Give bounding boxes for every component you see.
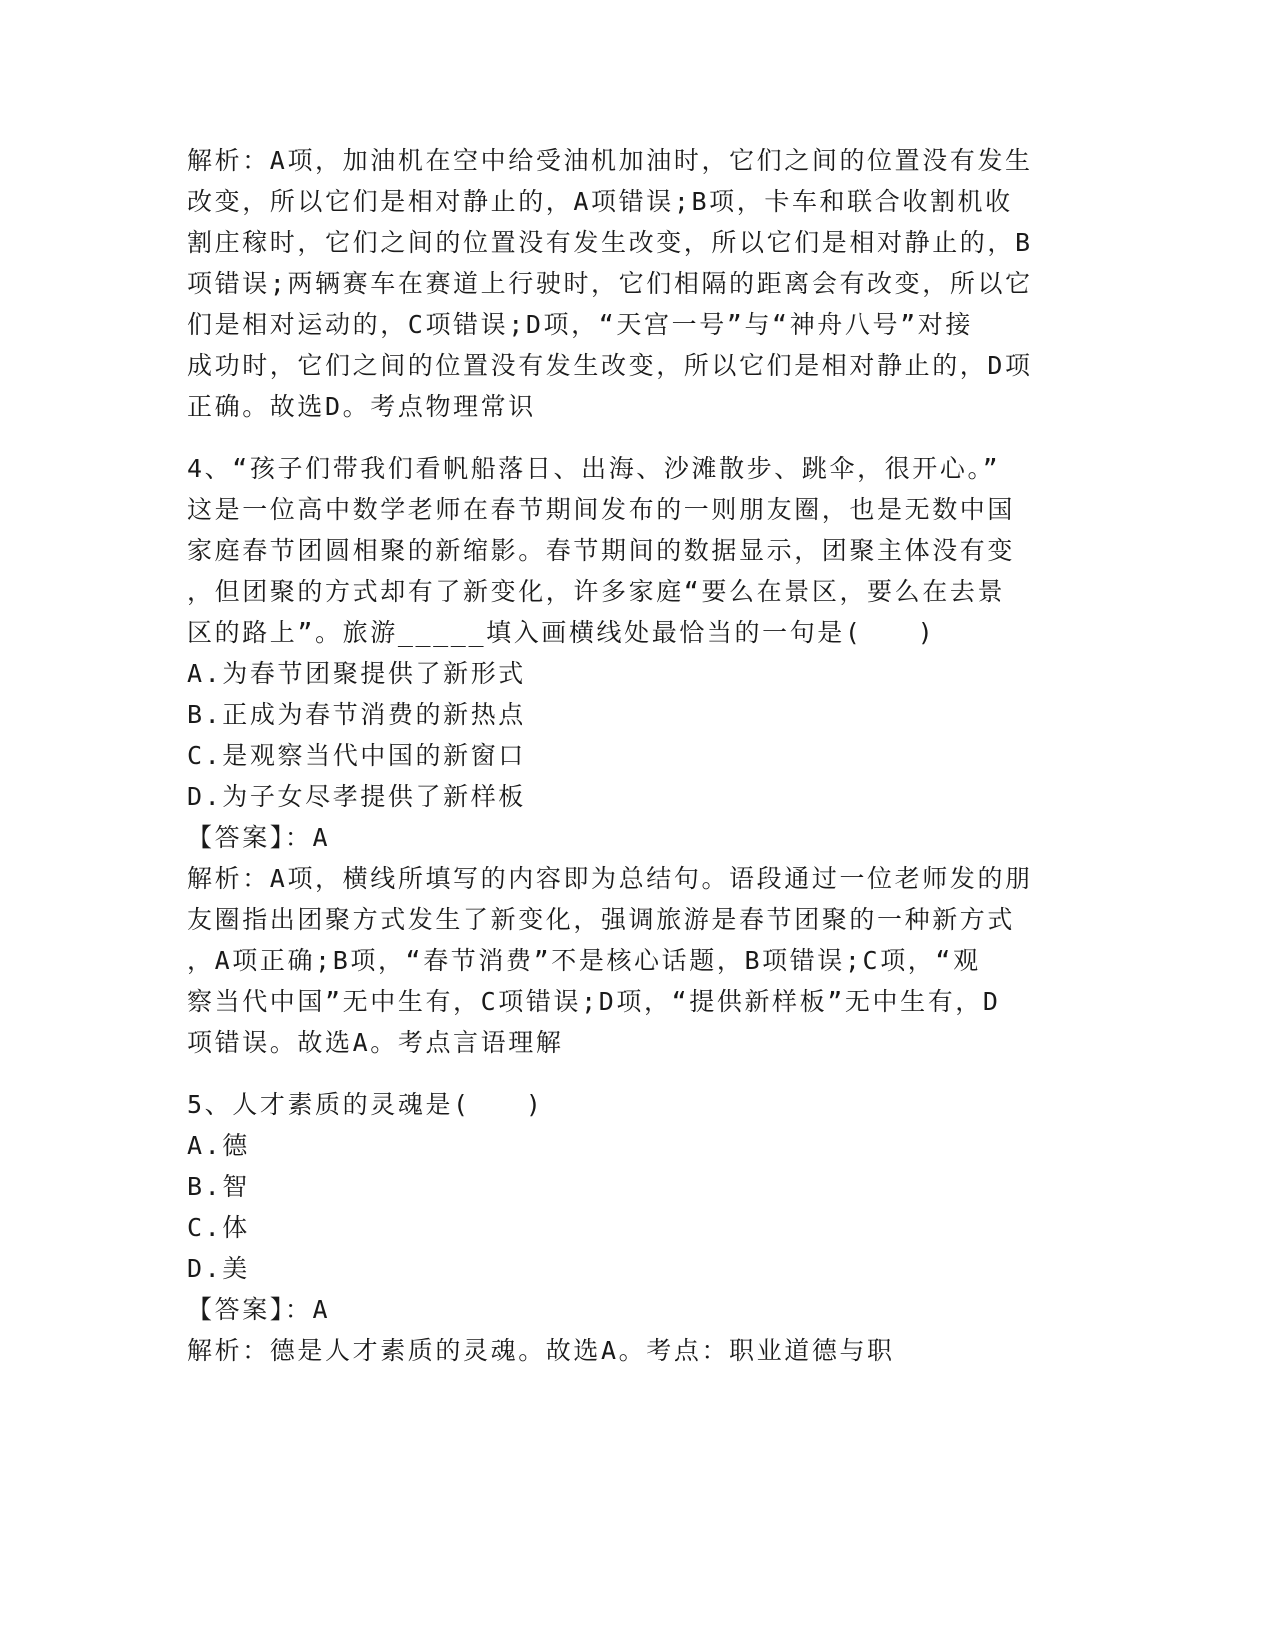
analysis-line: 解析：A项，横线所填写的内容即为总结句。语段通过一位老师发的朋 [187,864,1033,893]
answer-label: 【答案】：A [187,823,331,852]
question-stem-line: 区的路上”。旅游_____填入画横线处最恰当的一句是( ) [187,618,936,647]
analysis-line: 察当代中国”无中生有，C项错误;D项，“提供新样板”无中生有，D [187,987,1001,1016]
question-stem-line: 4、“孩子们带我们看帆船落日、出海、沙滩散步、跳伞，很开心。” [187,454,1001,483]
option-a: A.德 [187,1131,250,1160]
option-b: B.智 [187,1172,250,1201]
analysis-line: ，A项正确;B项，“春节消费”不是核心话题，B项错误;C项，“观 [187,946,981,975]
analysis-line: 友圈指出团聚方式发生了新变化，强调旅游是春节团聚的一种新方式 [187,905,1016,934]
option-a: A.为春节团聚提供了新形式 [187,659,526,688]
question-stem: 5、人才素质的灵魂是( ) [187,1090,544,1119]
question-stem-line: 这是一位高中数学老师在春节期间发布的一则朋友圈，也是无数中国 [187,495,1016,524]
analysis-line: 解析：A项，加油机在空中给受油机加油时，它们之间的位置没有发生 [187,146,1033,175]
answer-label: 【答案】：A [187,1295,331,1324]
analysis-line: 成功时，它们之间的位置没有发生改变，所以它们是相对静止的，D项 [187,351,1033,380]
analysis-line: 割庄稼时，它们之间的位置没有发生改变，所以它们是相对静止的，B [187,228,1033,257]
analysis-line: 们是相对运动的，C项错误;D项，“天宫一号”与“神舟八号”对接 [187,310,973,339]
option-b: B.正成为春节消费的新热点 [187,700,526,729]
option-c: C.是观察当代中国的新窗口 [187,741,526,770]
analysis-line: 正确。故选D。考点物理常识 [187,392,536,421]
analysis-line: 解析：德是人才素质的灵魂。故选A。考点：职业道德与职 [187,1336,895,1365]
option-c: C.体 [187,1213,250,1242]
analysis-line: 项错误;两辆赛车在赛道上行驶时，它们相隔的距离会有改变，所以它 [187,269,1033,298]
analysis-line: 改变，所以它们是相对静止的，A项错误;B项，卡车和联合收割机收 [187,187,1013,216]
option-d: D.美 [187,1254,250,1283]
question-stem-line: ，但团聚的方式却有了新变化，许多家庭“要么在景区，要么在去景 [187,577,1006,606]
option-d: D.为子女尽孝提供了新样板 [187,782,526,811]
question-stem-line: 家庭春节团圆相聚的新缩影。春节期间的数据显示，团聚主体没有变 [187,536,1016,565]
analysis-line: 项错误。故选A。考点言语理解 [187,1028,564,1057]
